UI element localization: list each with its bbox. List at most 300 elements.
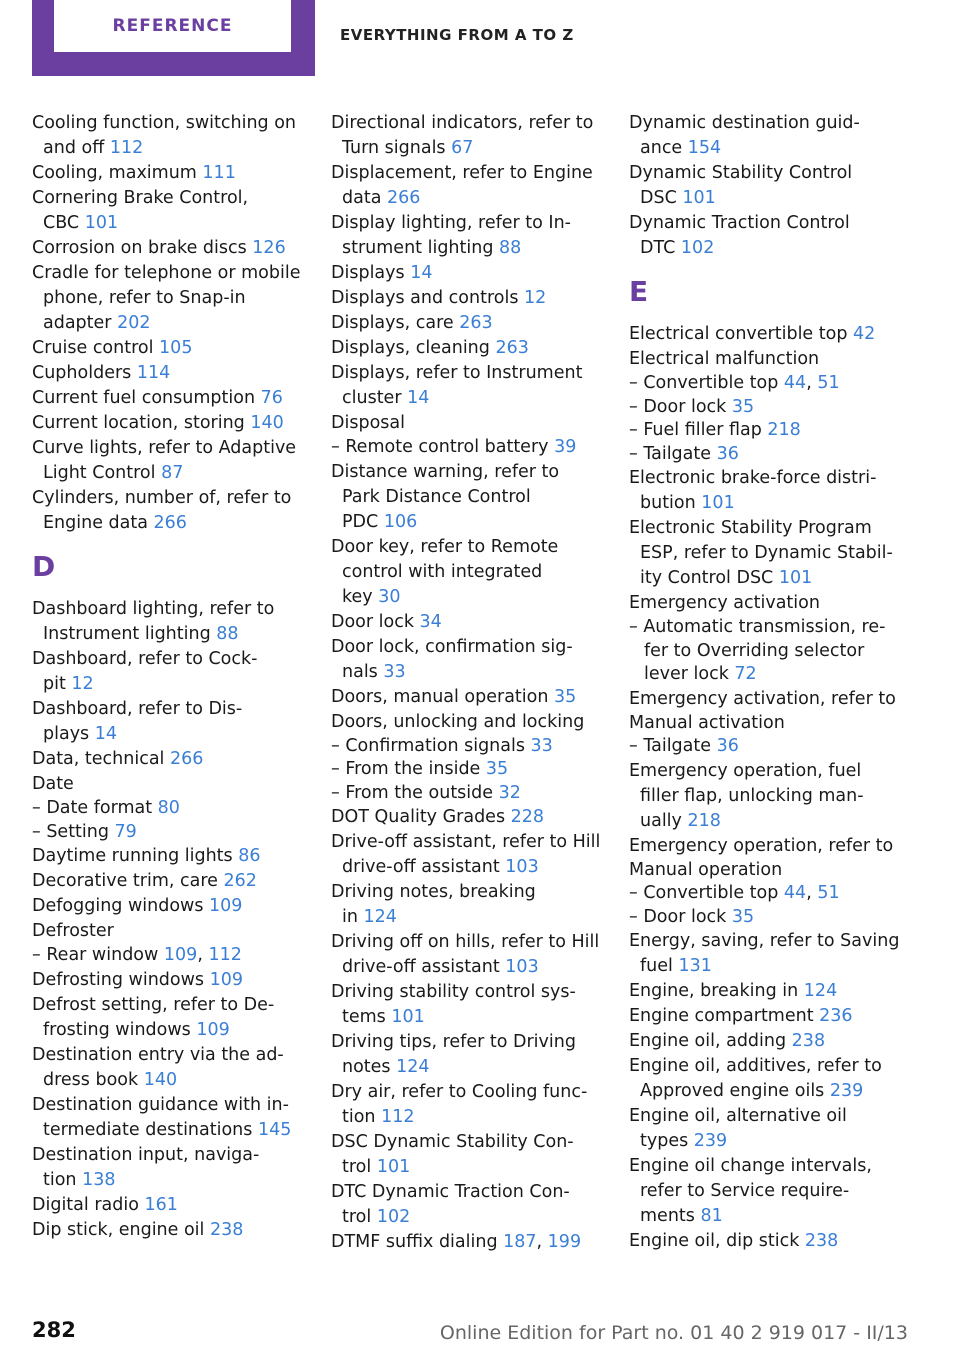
index-entry xyxy=(32,772,304,797)
entry-text: Curve lights, refer to Adaptive xyxy=(32,438,297,458)
index-entry xyxy=(32,1068,304,1093)
page-link[interactable]: 35 xyxy=(485,759,509,779)
entry-text: Daytime running lights xyxy=(32,846,239,866)
index-entry xyxy=(331,186,603,211)
entry-text: Electrical convertible top xyxy=(629,324,853,344)
index-entry xyxy=(629,591,901,616)
index-entry xyxy=(32,161,304,186)
page-link[interactable]: 51 xyxy=(817,373,840,393)
entry-text: Instrument lighting xyxy=(43,624,217,644)
index-entry xyxy=(32,436,304,461)
entry-text: Defroster xyxy=(32,921,114,941)
page-link[interactable]: 263 xyxy=(495,338,529,358)
index-subentry xyxy=(629,616,901,640)
page-number: 282 xyxy=(32,1318,76,1342)
index-entry xyxy=(629,1079,901,1104)
entry-text: Approved engine oils xyxy=(640,1081,830,1101)
index-entry xyxy=(331,261,603,286)
entry-text: refer to Service require- xyxy=(640,1181,850,1201)
entry-text: – Door lock xyxy=(629,906,732,927)
index-entry xyxy=(331,111,603,136)
page-link[interactable]: 112 xyxy=(381,1107,415,1127)
index-entry xyxy=(32,844,304,869)
index-entry xyxy=(331,1205,603,1230)
page-link[interactable]: 236 xyxy=(819,1006,853,1026)
index-entry xyxy=(629,1104,901,1129)
entry-text: Cornering Brake Control, xyxy=(32,188,249,208)
entry-text: Distance warning, refer to xyxy=(331,461,560,482)
page-link[interactable]: 14 xyxy=(410,263,433,283)
entry-text: Dynamic Stability Control xyxy=(629,163,853,183)
page-link[interactable]: 36 xyxy=(716,443,739,464)
page-link[interactable]: 262 xyxy=(223,871,257,891)
entry-text: notes xyxy=(342,1057,397,1077)
index-entry xyxy=(629,491,901,516)
entry-text: filler flap, unlocking man- xyxy=(640,785,864,806)
page-link[interactable]: 111 xyxy=(202,163,236,183)
index-entry xyxy=(629,566,901,591)
entry-text: – From the inside xyxy=(331,759,486,779)
page-link[interactable]: 218 xyxy=(687,810,721,831)
index-entry xyxy=(331,411,603,436)
index-subentry xyxy=(629,372,901,396)
entry-text: Defrosting windows xyxy=(32,969,210,990)
page-link[interactable]: 76 xyxy=(260,388,283,408)
entry-text: – Convertible top xyxy=(629,373,784,393)
index-entry xyxy=(32,411,304,436)
page-link[interactable]: 109 xyxy=(209,969,244,990)
entry-text: PDC xyxy=(342,511,384,532)
entry-text: data xyxy=(342,188,387,208)
page-link[interactable]: 266 xyxy=(386,188,421,208)
index-subentry xyxy=(629,859,901,883)
index-entry xyxy=(32,1018,304,1043)
entry-text: – Fuel filler flap xyxy=(629,420,768,440)
entry-text: Engine, breaking in xyxy=(629,981,804,1001)
entry-text: Driving off on hills, refer to Hill xyxy=(331,932,600,952)
page-link[interactable]: 202 xyxy=(117,313,151,333)
entry-text: drive-off assistant xyxy=(342,857,506,877)
page-link[interactable]: 154 xyxy=(687,138,722,158)
entry-text: Displays, care xyxy=(331,313,460,333)
entry-text: CBC xyxy=(43,213,85,233)
entry-text: Door lock xyxy=(331,611,420,632)
entry-text: nals xyxy=(342,661,384,682)
index-entry xyxy=(331,460,603,485)
entry-text: DSC xyxy=(640,188,683,208)
index-entry xyxy=(331,880,603,905)
index-entry xyxy=(331,1080,603,1105)
index-entry xyxy=(331,635,603,660)
page-link[interactable]: 112 xyxy=(109,138,144,158)
index-column-3 xyxy=(629,111,901,1254)
page-link[interactable]: 102 xyxy=(376,1207,411,1227)
index-entry xyxy=(331,830,603,855)
page-link[interactable]: 140 xyxy=(143,1069,178,1090)
entry-text: Date xyxy=(32,774,74,794)
index-entry xyxy=(331,1180,603,1205)
entry-text: Dynamic Traction Control xyxy=(629,213,850,233)
index-entry xyxy=(629,1054,901,1079)
index-subentry xyxy=(629,640,901,664)
page-link[interactable]: 79 xyxy=(114,821,137,842)
index-subentry xyxy=(629,735,901,759)
entry-text: dress book xyxy=(43,1069,144,1090)
index-entry xyxy=(32,211,304,236)
entry-text: – From the outside xyxy=(331,782,499,803)
page-link[interactable]: 44 xyxy=(783,883,807,903)
index-subentry xyxy=(32,944,304,968)
entry-text: – Setting xyxy=(32,821,115,842)
page-link[interactable]: 140 xyxy=(250,413,284,433)
index-entry xyxy=(32,869,304,894)
entry-text: termediate destinations xyxy=(43,1119,258,1140)
index-entry xyxy=(331,1105,603,1130)
entry-text: Electronic Stability Program xyxy=(629,518,872,538)
page-link[interactable]: 101 xyxy=(701,493,735,513)
index-entry xyxy=(331,855,603,880)
index-entry xyxy=(331,311,603,336)
index-entry xyxy=(32,486,304,511)
page-link[interactable]: 33 xyxy=(383,661,406,682)
page-link[interactable]: 87 xyxy=(161,463,184,483)
page-link[interactable]: 36 xyxy=(716,736,739,756)
index-entry xyxy=(32,1118,304,1143)
page-link[interactable]: 124 xyxy=(396,1057,430,1077)
page-link[interactable]: 105 xyxy=(159,338,193,358)
entry-text: Dynamic destination guid- xyxy=(629,113,860,133)
entry-text: Engine oil change intervals, xyxy=(629,1156,872,1176)
index-entry xyxy=(629,834,901,859)
page-link[interactable]: 114 xyxy=(136,363,171,383)
page-link[interactable]: 35 xyxy=(554,686,577,707)
page-link[interactable]: 14 xyxy=(407,388,430,408)
page-link[interactable]: 86 xyxy=(238,846,261,866)
entry-text: Driving stability control sys- xyxy=(331,982,576,1002)
page-link[interactable]: 101 xyxy=(376,1157,411,1177)
page-link[interactable]: 81 xyxy=(700,1206,723,1226)
index-entry xyxy=(331,136,603,161)
entry-text: Engine oil, alternative oil xyxy=(629,1106,847,1126)
index-entry xyxy=(331,610,603,635)
index-entry xyxy=(629,211,901,236)
page-link[interactable]: 266 xyxy=(153,513,187,533)
page-link[interactable]: 101 xyxy=(391,1007,425,1027)
entry-text: Driving notes, breaking xyxy=(331,882,536,902)
entry-text: Cradle for telephone or mobile xyxy=(32,263,301,283)
entry-text: Turn signals xyxy=(342,138,452,158)
index-entry xyxy=(331,685,603,710)
entry-text: lever lock xyxy=(644,664,735,684)
page-link[interactable]: 35 xyxy=(731,396,755,417)
page-link[interactable]: 33 xyxy=(530,735,553,756)
entry-text: Emergency operation, fuel xyxy=(629,760,862,781)
entry-text: ually xyxy=(640,810,688,831)
page-link[interactable]: 238 xyxy=(791,1031,826,1051)
index-entry xyxy=(331,286,603,311)
index-entry xyxy=(331,955,603,980)
page-link[interactable]: 239 xyxy=(829,1081,864,1101)
entry-text: Electronic brake-force distri- xyxy=(629,468,877,488)
page-link[interactable]: 14 xyxy=(94,724,118,744)
page-link[interactable]: 102 xyxy=(680,238,715,258)
index-entry xyxy=(629,111,901,136)
entry-text: ity Control DSC xyxy=(640,568,779,588)
index-entry xyxy=(629,1204,901,1229)
index-subentry xyxy=(32,821,304,845)
index-entry xyxy=(331,236,603,261)
entry-text: Dip stick, engine oil xyxy=(32,1219,210,1240)
page-link[interactable]: 35 xyxy=(731,906,755,927)
page-link[interactable]: 131 xyxy=(678,956,712,976)
entry-text: Energy, saving, refer to Saving xyxy=(629,931,900,951)
entry-text: Destination entry via the ad- xyxy=(32,1044,284,1065)
index-entry xyxy=(32,722,304,747)
page-link[interactable]: 106 xyxy=(383,511,418,532)
entry-text: Light Control xyxy=(43,463,162,483)
entry-text: Dry air, refer to Cooling func- xyxy=(331,1082,588,1102)
page-link[interactable]: 51 xyxy=(817,883,840,903)
index-entry xyxy=(629,347,901,372)
index-entry xyxy=(331,710,603,735)
page-link[interactable]: 124 xyxy=(363,907,397,927)
entry-text: ments xyxy=(640,1206,701,1226)
page-link[interactable]: 187 xyxy=(503,1232,537,1252)
index-entry xyxy=(331,560,603,585)
header-tab-inner xyxy=(54,0,291,52)
index-subentry xyxy=(629,882,901,906)
index-entry xyxy=(629,929,901,954)
index-column-2 xyxy=(331,111,603,1255)
index-entry xyxy=(32,261,304,286)
index-entry xyxy=(629,1179,901,1204)
entry-text: – Tailgate xyxy=(629,736,717,756)
entry-text: DTC xyxy=(640,238,681,258)
index-subentry xyxy=(331,735,603,759)
entry-text: – Rear window xyxy=(32,945,164,965)
index-entry xyxy=(32,647,304,672)
entry-text: – Automatic transmission, re- xyxy=(629,617,886,637)
index-entry xyxy=(32,461,304,486)
entry-text: ance xyxy=(640,138,688,158)
index-entry xyxy=(32,311,304,336)
index-entry xyxy=(331,535,603,560)
entry-text: Destination guidance with in- xyxy=(32,1094,289,1115)
page-link[interactable]: 109 xyxy=(163,945,198,965)
page-link[interactable]: 101 xyxy=(682,188,716,208)
index-entry xyxy=(629,322,901,347)
index-entry xyxy=(629,1129,901,1154)
entry-text: DTMF suffix dialing xyxy=(331,1232,504,1252)
index-entry xyxy=(629,516,901,541)
page-link[interactable]: 12 xyxy=(71,674,94,694)
index-entry xyxy=(32,511,304,536)
entry-text: – Convertible top xyxy=(629,883,784,903)
page-link[interactable]: 72 xyxy=(734,664,757,684)
index-entry xyxy=(32,1218,304,1243)
page-link[interactable]: 266 xyxy=(169,749,204,769)
page-link[interactable]: 239 xyxy=(693,1131,728,1151)
entry-text: Digital radio xyxy=(32,1194,145,1215)
entry-text: Door key, refer to Remote xyxy=(331,536,559,557)
entry-text: Directional indicators, refer to xyxy=(331,113,594,133)
entry-text: fer to Overriding selector xyxy=(644,640,865,661)
separator: , xyxy=(197,945,209,965)
page-link[interactable]: 228 xyxy=(510,807,545,827)
index-entry xyxy=(629,236,901,261)
index-entry xyxy=(32,1043,304,1068)
page-link[interactable]: 238 xyxy=(804,1231,839,1251)
page-link[interactable]: 101 xyxy=(84,213,119,233)
index-entry xyxy=(629,784,901,809)
index-entry xyxy=(331,1055,603,1080)
index-entry xyxy=(32,697,304,722)
page-link[interactable]: 218 xyxy=(767,420,801,440)
index-entry xyxy=(331,1155,603,1180)
page-link[interactable]: 109 xyxy=(209,896,243,916)
entry-text: Cooling function, switching on xyxy=(32,113,297,133)
page-link[interactable]: 44 xyxy=(783,373,807,393)
page-link[interactable]: 109 xyxy=(196,1019,230,1040)
entry-text: frosting windows xyxy=(43,1019,197,1040)
entry-text: phone, refer to Snap-in xyxy=(43,288,246,308)
entry-text: ESP, refer to Dynamic Stabil- xyxy=(640,543,893,563)
entry-text: pit xyxy=(43,674,72,694)
index-entry xyxy=(629,136,901,161)
page-link[interactable]: 199 xyxy=(547,1232,582,1252)
entry-text: in xyxy=(342,907,364,927)
entry-text: Dashboard, refer to Dis- xyxy=(32,699,243,719)
entry-text: Manual operation xyxy=(629,859,783,880)
page-link[interactable]: 238 xyxy=(209,1219,244,1240)
index-entry xyxy=(331,361,603,386)
index-subentry xyxy=(629,906,901,930)
page-link[interactable]: 12 xyxy=(524,288,547,308)
entry-text: Door lock, confirmation sig- xyxy=(331,636,573,657)
index-entry xyxy=(32,236,304,261)
index-entry xyxy=(331,1030,603,1055)
page-link[interactable]: 101 xyxy=(778,568,813,588)
page-link[interactable]: 88 xyxy=(499,238,522,258)
entry-text: – Confirmation signals xyxy=(331,735,531,756)
entry-text: Cruise control xyxy=(32,338,160,358)
index-entry xyxy=(331,805,603,830)
entry-text: Dashboard lighting, refer to xyxy=(32,599,275,619)
index-entry xyxy=(331,660,603,685)
section-label: REFERENCE xyxy=(112,16,233,36)
index-entry xyxy=(331,1130,603,1155)
page-link[interactable]: 103 xyxy=(505,857,539,877)
entry-text: trol xyxy=(342,1157,377,1177)
entry-text: fuel xyxy=(640,956,679,976)
entry-text: Current fuel consumption xyxy=(32,388,261,408)
page-link[interactable]: 263 xyxy=(459,313,493,333)
entry-text: Data, technical xyxy=(32,749,170,769)
index-entry xyxy=(629,809,901,834)
page-link[interactable]: 34 xyxy=(419,611,442,632)
page-link[interactable]: 124 xyxy=(803,981,838,1001)
entry-text: Drive-off assistant, refer to Hill xyxy=(331,832,601,852)
index-entry xyxy=(32,894,304,919)
index-entry xyxy=(32,386,304,411)
page-link[interactable]: 39 xyxy=(554,437,577,457)
entry-text: Manual activation xyxy=(629,712,785,733)
index-entry xyxy=(331,930,603,955)
page-link[interactable]: 30 xyxy=(378,586,401,607)
index-subentry xyxy=(629,712,901,736)
page-link[interactable]: 88 xyxy=(216,624,239,644)
entry-text: types xyxy=(640,1131,694,1151)
separator: , xyxy=(806,883,818,903)
entry-text: Park Distance Control xyxy=(342,486,531,507)
index-entry xyxy=(331,211,603,236)
entry-text: tion xyxy=(342,1107,382,1127)
index-entry xyxy=(32,1193,304,1218)
index-subentry xyxy=(331,436,603,460)
entry-text: key xyxy=(342,586,379,607)
index-entry xyxy=(629,1029,901,1054)
index-entry xyxy=(629,541,901,566)
index-entry xyxy=(32,1168,304,1193)
index-entry xyxy=(629,1229,901,1254)
index-entry xyxy=(32,597,304,622)
entry-text: trol xyxy=(342,1207,377,1227)
index-entry xyxy=(32,336,304,361)
entry-text: plays xyxy=(43,724,95,744)
page-link[interactable]: 67 xyxy=(451,138,474,158)
page-link[interactable]: 126 xyxy=(252,238,286,258)
page-link[interactable]: 32 xyxy=(498,782,521,803)
page-link[interactable]: 42 xyxy=(853,324,876,344)
entry-text: strument lighting xyxy=(342,238,500,258)
section-letter: D xyxy=(32,550,56,583)
index-entry xyxy=(331,585,603,610)
entry-text: Decorative trim, care xyxy=(32,871,224,891)
entry-text: Displays, cleaning xyxy=(331,338,496,358)
index-entry xyxy=(32,1143,304,1168)
index-entry xyxy=(32,111,304,136)
entry-text: Cylinders, number of, refer to xyxy=(32,488,292,508)
entry-text: tion xyxy=(43,1169,83,1190)
page-link[interactable]: 112 xyxy=(208,945,242,965)
index-entry xyxy=(32,622,304,647)
index-subentry xyxy=(331,758,603,782)
page-link[interactable]: 145 xyxy=(257,1119,292,1140)
entry-text: Displays xyxy=(331,263,411,283)
entry-text: – Remote control battery xyxy=(331,437,555,457)
header-tab xyxy=(32,0,315,76)
index-entry xyxy=(629,1004,901,1029)
entry-text: Defogging windows xyxy=(32,896,210,916)
entry-text: Corrosion on brake discs xyxy=(32,238,253,258)
entry-text: Displays, refer to Instrument xyxy=(331,363,583,383)
entry-text: tems xyxy=(342,1007,392,1027)
page-link[interactable]: 161 xyxy=(144,1194,178,1215)
entry-text: – Tailgate xyxy=(629,443,717,464)
index-entry xyxy=(629,954,901,979)
index-entry xyxy=(331,161,603,186)
page-link[interactable]: 103 xyxy=(505,957,539,977)
index-entry xyxy=(629,466,901,491)
page-link[interactable]: 138 xyxy=(82,1169,116,1190)
entry-text: Cupholders xyxy=(32,363,137,383)
page-link[interactable]: 80 xyxy=(157,798,180,818)
index-entry xyxy=(331,1230,603,1255)
index-entry xyxy=(32,286,304,311)
entry-text: Disposal xyxy=(331,413,405,433)
index-entry xyxy=(32,361,304,386)
index-entry xyxy=(629,161,901,186)
